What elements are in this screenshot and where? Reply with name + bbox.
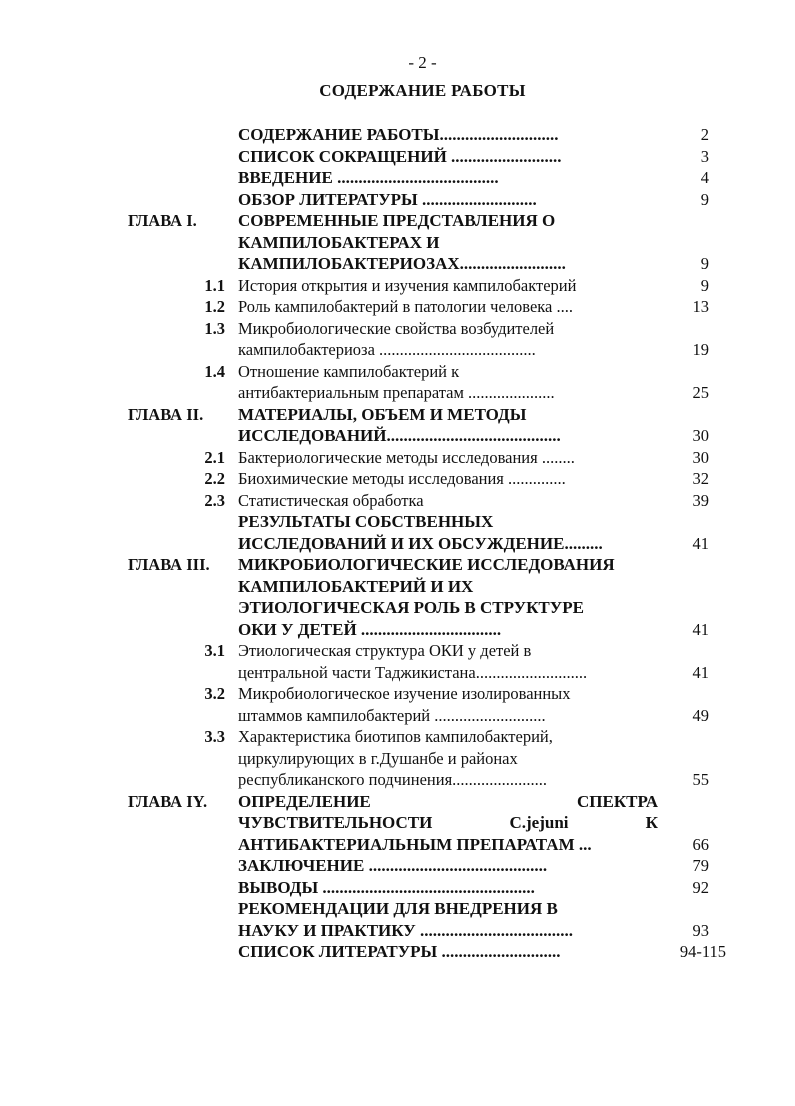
section-number: 2.3 <box>204 490 225 510</box>
toc-entry-title: ОБЗОР ЛИТЕРАТУРЫ ........................... <box>238 189 537 209</box>
toc-entry <box>0 769 795 791</box>
toc-entry <box>0 554 795 576</box>
section-number: 2.1 <box>204 447 225 467</box>
toc-page-number: 9 <box>700 189 709 209</box>
toc-entry-title: КАМПИЛОБАКТЕРИЙ И ИХ <box>238 576 474 596</box>
toc-entry <box>0 834 795 856</box>
toc-page-number: 41 <box>692 533 709 553</box>
toc-entry-title: СПИСОК СОКРАЩЕНИЙ .......................... <box>238 146 562 166</box>
toc-entry <box>0 275 795 297</box>
toc-entry <box>0 189 795 211</box>
toc-entry <box>0 511 795 533</box>
toc-page-number: 30 <box>692 447 709 467</box>
toc-entry <box>0 597 795 619</box>
toc-entry-title: ОКИ У ДЕТЕЙ ................................. <box>238 619 502 639</box>
toc-page-number: 92 <box>692 877 709 897</box>
toc-entry <box>0 447 795 469</box>
toc-entry <box>0 726 795 748</box>
toc-page-number: 9 <box>700 275 709 295</box>
toc-entry-title: КАМПИЛОБАКТЕРАХ И <box>238 232 440 252</box>
section-number: 1.3 <box>204 318 225 338</box>
toc-page-number: 94-115 <box>679 942 726 961</box>
page-number: - 2 - <box>408 53 437 72</box>
toc-entry <box>0 941 795 963</box>
toc-entry-title: ОПРЕДЕЛЕНИЕ СПЕКТРА <box>238 791 658 811</box>
toc-page-number: 41 <box>692 619 709 639</box>
section-number: 1.4 <box>204 361 225 381</box>
toc-page-number: 13 <box>692 297 709 316</box>
toc-entry <box>0 361 795 383</box>
toc-page-number: 4 <box>700 168 709 187</box>
toc-entry <box>0 877 795 899</box>
toc-page-number: 49 <box>692 705 709 725</box>
toc-entry-title: ЧУВСТВИТЕЛЬНОСТИ C.jejuni К <box>238 813 658 832</box>
chapter-label: ГЛАВА III. <box>128 555 210 574</box>
toc-entry <box>0 748 795 770</box>
toc-entry-title: РЕКОМЕНДАЦИИ ДЛЯ ВНЕДРЕНИЯ В <box>238 899 558 918</box>
chapter-label: ГЛАВА I. <box>128 211 197 230</box>
toc-entry-title: РЕЗУЛЬТАТЫ СОБСТВЕННЫХ <box>238 512 494 531</box>
toc-entry <box>0 576 795 598</box>
toc-entry <box>0 490 795 512</box>
toc-entry-title: МАТЕРИАЛЫ, ОБЪЕМ И МЕТОДЫ <box>238 404 527 424</box>
toc-page-number: 2 <box>700 125 709 144</box>
toc-entry-title: ИССЛЕДОВАНИЙ......................................... <box>238 426 561 445</box>
toc-entry <box>0 146 795 168</box>
toc-page-number: 30 <box>692 426 709 445</box>
toc-entry-title: Статистическая обработка <box>238 490 424 510</box>
toc-entry-title: НАУКУ И ПРАКТИКУ .................................... <box>238 920 573 940</box>
toc-page-number: 25 <box>692 383 709 402</box>
toc-entry-title: кампилобактериоза ...................................... <box>238 340 536 359</box>
toc-page-number: 41 <box>692 662 709 682</box>
toc-page-number: 55 <box>692 770 709 789</box>
toc-entry-title: ИССЛЕДОВАНИЙ И ИХ ОБСУЖДЕНИЕ......... <box>238 533 603 553</box>
toc-page-number: 93 <box>692 920 709 940</box>
toc-entry-title: ЭТИОЛОГИЧЕСКАЯ РОЛЬ В СТРУКТУРЕ <box>238 598 584 617</box>
toc-entry-title: Характеристика биотипов кампилобактерий, <box>238 727 553 746</box>
toc-entry-title: СПИСОК ЛИТЕРАТУРЫ ............................ <box>238 942 561 961</box>
toc-entry-title: Биохимические методы исследования .............. <box>238 469 566 488</box>
toc-page-number: 32 <box>692 469 709 488</box>
toc-entry-title: Микробиологические свойства возбудителей <box>238 318 555 338</box>
toc-entry <box>0 339 795 361</box>
toc-page-number: 66 <box>692 834 709 854</box>
chapter-label: ГЛАВА II. <box>128 404 204 424</box>
section-number: 2.2 <box>204 469 225 488</box>
toc-entry <box>0 533 795 555</box>
toc-entry <box>0 318 795 340</box>
toc-entry <box>0 619 795 641</box>
section-number: 3.1 <box>204 641 225 660</box>
toc-entry <box>0 382 795 404</box>
section-number: 1.1 <box>204 275 225 295</box>
toc-entry-title: История открытия и изучения кампилобактерий <box>238 275 577 295</box>
toc-entry <box>0 404 795 426</box>
toc-entry <box>0 683 795 705</box>
toc-entry-title: АНТИБАКТЕРИАЛЬНЫМ ПРЕПАРАТАМ ... <box>238 834 592 854</box>
toc-entry <box>0 232 795 254</box>
toc-entry <box>0 898 795 920</box>
chapter-label: ГЛАВА IY. <box>128 791 208 811</box>
toc-entry <box>0 855 795 877</box>
section-number: 3.2 <box>204 684 225 703</box>
toc-page-number: 19 <box>692 340 709 359</box>
toc-entry <box>0 640 795 662</box>
toc-entry-title: циркулирующих в г.Душанбе и районах <box>238 748 518 768</box>
toc-entry-title: КАМПИЛОБАКТЕРИОЗАХ......................... <box>238 254 566 273</box>
toc-page-number: 9 <box>700 254 709 273</box>
toc-entry <box>0 296 795 318</box>
toc-entry <box>0 812 795 834</box>
toc-entry <box>0 167 795 189</box>
toc-entry-title: республиканского подчинения....................... <box>238 770 548 789</box>
section-number: 1.2 <box>204 297 225 316</box>
toc-page-number: 3 <box>700 146 709 166</box>
toc-entry <box>0 253 795 275</box>
toc-entry-title: Бактериологические методы исследования ........ <box>238 447 575 467</box>
toc-page-number: 79 <box>692 856 709 875</box>
toc-entry-title: Отношение кампилобактерий к <box>238 361 460 381</box>
toc-entry <box>0 791 795 813</box>
toc-entry <box>0 705 795 727</box>
toc-entry-title: Этиологическая структура ОКИ у детей в <box>238 641 532 660</box>
toc-entry <box>0 124 795 146</box>
page-title: СОДЕРЖАНИЕ РАБОТЫ <box>319 81 526 100</box>
toc-entry-title: ВЫВОДЫ .................................................. <box>238 877 535 897</box>
toc-entry-title: СОВРЕМЕННЫЕ ПРЕДСТАВЛЕНИЯ О <box>238 211 556 230</box>
toc-entry-title: Микробиологическое изучение изолированных <box>238 684 571 703</box>
toc-entry-title: штаммов кампилобактерий ........................... <box>238 705 546 725</box>
table-of-contents <box>0 124 795 963</box>
toc-entry <box>0 920 795 942</box>
toc-entry <box>0 210 795 232</box>
toc-entry-title: Роль кампилобактерий в патологии человека .... <box>238 297 573 316</box>
toc-entry <box>0 468 795 490</box>
toc-entry <box>0 662 795 684</box>
toc-entry-title: центральной части Таджикистана........................... <box>238 662 588 682</box>
toc-entry-title: ЗАКЛЮЧЕНИЕ .......................................... <box>238 856 548 875</box>
toc-entry-title: ВВЕДЕНИЕ ...................................... <box>238 168 499 187</box>
toc-page-number: 39 <box>692 490 709 510</box>
section-number: 3.3 <box>204 727 225 746</box>
toc-entry-title: СОДЕРЖАНИЕ РАБОТЫ............................ <box>238 125 559 144</box>
toc-entry-title: антибактериальным препаратам ..................... <box>238 383 555 402</box>
toc-entry-title: МИКРОБИОЛОГИЧЕСКИЕ ИССЛЕДОВАНИЯ <box>238 555 615 574</box>
toc-entry <box>0 425 795 447</box>
